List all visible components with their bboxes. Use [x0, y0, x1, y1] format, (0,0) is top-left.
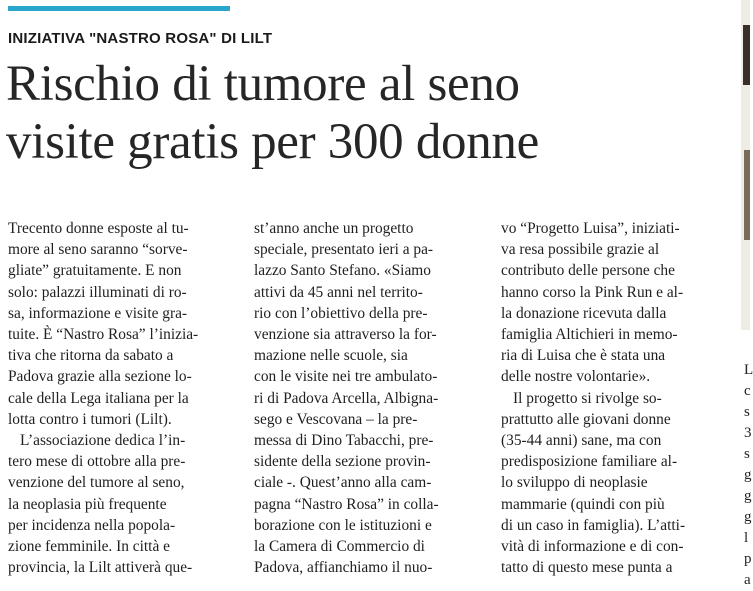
text-line: speciale, presentato ieri a pa- — [254, 241, 434, 259]
text-line: tiva che ritorna da sabato a — [8, 347, 174, 365]
article-column-2 — [254, 218, 480, 578]
text-line: solo: palazzi illuminati di ro- — [8, 283, 187, 301]
text-line: pagna “Nastro Rosa” in colla- — [254, 495, 439, 513]
text-line: di un caso in famiglia). L’atti- — [501, 516, 686, 534]
text-line: L’associazione dedica l’in- — [20, 432, 186, 450]
text-line: borazione con le istituzioni e — [254, 516, 432, 534]
text-line: delle nostre volontarie». — [501, 368, 651, 386]
adjacent-text-line: g — [744, 509, 752, 525]
text-line: Padova, affianchiamo il nuo- — [254, 559, 433, 577]
text-line: sego e Vescovana – la pre- — [254, 410, 418, 428]
text-line: con le visite nei tre ambulato- — [254, 368, 438, 386]
text-line: cale della Lega italiana per la — [8, 389, 189, 407]
text-line: prattutto alle giovani donne — [501, 410, 671, 428]
adjacent-text-line: p — [744, 551, 752, 567]
text-line: venzione sia attraverso la for- — [254, 326, 437, 344]
adjacent-text-line: g — [744, 488, 752, 504]
section-accent-bar — [8, 6, 230, 11]
text-line: attivi da 45 anni nel territo- — [254, 283, 423, 301]
text-line: Padova grazie alla sezione lo- — [8, 368, 192, 386]
text-line: lotta contro i tumori (Lilt). — [8, 410, 172, 428]
text-line: provincia, la Lilt attiverà que- — [8, 559, 193, 577]
adjacent-text-line: 3 — [744, 425, 752, 441]
text-line: predisposizione familiare al- — [501, 453, 678, 471]
adjacent-text-line: s — [744, 446, 750, 462]
text-line: tero mese di ottobre alla pre- — [8, 453, 186, 471]
text-line: ciale -. Quest’anno alla cam- — [254, 474, 432, 492]
text-line: tatto di questo mese punta a — [501, 559, 673, 577]
adjacent-article-text — [744, 360, 753, 591]
headline-line-2: visite gratis per 300 donne — [6, 114, 539, 170]
headline-line-1: Rischio di tumore al seno — [6, 56, 520, 112]
kicker-label: INIZIATIVA "NASTRO ROSA" DI LILT — [8, 30, 273, 47]
text-line: lo sviluppo di neoplasie — [501, 474, 648, 492]
text-line: tuite. È “Nastro Rosa” l’inizia- — [8, 326, 199, 344]
text-line: zione femminile. In città e — [8, 538, 170, 556]
adjacent-text-line: c — [744, 383, 751, 399]
text-line: contributo delle persone che — [501, 262, 675, 280]
photo-shadow-top — [743, 25, 750, 85]
text-line: la donazione ricevuta dalla — [501, 304, 667, 322]
text-line: sa, informazione e visite gra- — [8, 304, 188, 322]
adjacent-article-photo — [741, 0, 750, 330]
text-line: hanno corso la Pink Run e al- — [501, 283, 684, 301]
adjacent-text-line: L — [744, 362, 753, 378]
text-line: mazione nelle scuole, sia — [254, 347, 408, 365]
text-line: la neoplasia più frequente — [8, 495, 167, 513]
text-line: ri di Padova Arcella, Albigna- — [254, 389, 439, 407]
text-line: Il progetto si rivolge so- — [513, 389, 662, 407]
text-line: vo “Progetto Luisa”, iniziati- — [501, 220, 680, 237]
adjacent-text-line: l — [744, 530, 749, 546]
text-line: rio con l’obiettivo della pre- — [254, 304, 428, 322]
headline — [6, 55, 539, 171]
adjacent-text-line: g — [744, 467, 752, 483]
text-line: mammarie (quindi con più — [501, 495, 665, 513]
photo-shadow-mid — [744, 150, 750, 240]
text-line: gliate” gratuitamente. E non — [8, 262, 182, 280]
adjacent-text-line: s — [744, 404, 750, 420]
text-line: sidente della sezione provin- — [254, 453, 431, 471]
text-line: va resa possibile grazie al — [501, 241, 660, 259]
text-line: messa di Dino Tabacchi, pre- — [254, 432, 434, 450]
article-column-3 — [501, 218, 726, 578]
text-line: st’anno anche un progetto — [254, 220, 414, 237]
text-line: lazzo Santo Stefano. «Siamo — [254, 262, 431, 280]
text-line: per incidenza nella popola- — [8, 516, 176, 534]
text-line: venzione del tumore al seno, — [8, 474, 185, 492]
adjacent-text-line: a — [744, 572, 751, 588]
text-line: famiglia Altichieri in memo- — [501, 326, 678, 344]
article-column-1 — [8, 218, 233, 578]
text-line: vità di informazione e di con- — [501, 538, 684, 556]
text-line: (35-44 anni) sane, ma con — [501, 432, 662, 450]
text-line: la Camera di Commercio di — [254, 538, 425, 556]
text-line: ria di Luisa che è stata una — [501, 347, 666, 365]
text-line: Trecento donne esposte al tu- — [8, 220, 189, 237]
text-line: more al seno saranno “sorve- — [8, 241, 188, 259]
